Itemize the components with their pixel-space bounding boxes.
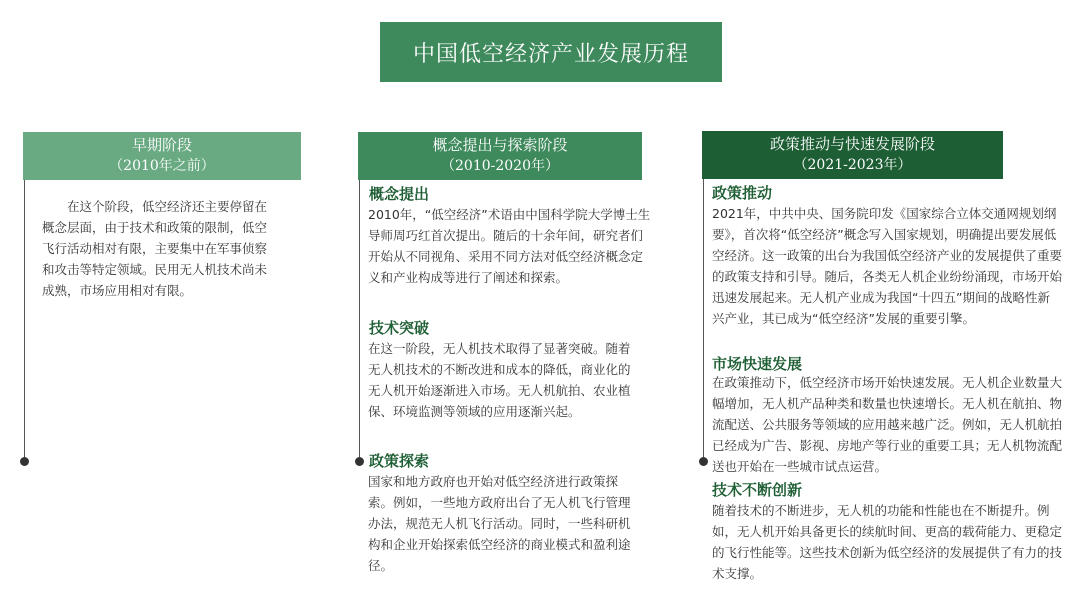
stage-period: （2010-2020年） (441, 158, 559, 174)
section-text: 随着技术的不断进步，无人机的功能和性能也在不断提升。例如，无人机开始具备更长的续航时间、更高的载荷能力、更稳定的飞行性能等。这些技术创新为低空经济的发展提供了有力的技术支撑。 (712, 503, 1063, 581)
page-title: 中国低空经济产业发展历程 (380, 22, 722, 82)
timeline-line-1 (24, 180, 25, 462)
section-text: 国家和地方政府也开始对低空经济进行政策探索。例如，一些地方政府出台了无人机飞行管理办法，规范无人机飞行活动。同时，一些科研机构和企业开始探索低空经济的商业模式和盈利途径。 (368, 474, 631, 573)
section-text: 2021年，中共中央、国务院印发《国家综合立体交通网规划纲要》，首次将“低空经济”概念写入国家规划，明确提出要发展低空经济。这一政策的出台为我国低空经济产业的发展提供了重要的政策支持和引导。随后，各类无人机企业纷纷涌现，市场开始迅速发展起来。无人机产业成为我国“十四五”期间的战略性新兴产业，其已成为“低空经济”发展的重要引擎。 (712, 206, 1063, 326)
timeline-dot-2 (355, 457, 364, 466)
stage-name: 政策推动与快速发展阶段 (769, 135, 935, 153)
stage-period: （2010年之前） (109, 158, 215, 174)
section-title: 市场快速发展 (712, 355, 803, 373)
section-title: 概念提出 (369, 185, 430, 203)
section-text: 2010年，“低空经济”术语由中国科学院大学博士生导师周巧红首次提出。随后的十余年间，研究者们开始从不同视角、采用不同方法对低空经济概念定义和产业构成等进行了阐述和探索。 (368, 207, 651, 285)
stage-name: 概念提出与探索阶段 (432, 136, 568, 154)
stage-header-early (23, 132, 301, 180)
stage-period: （2021-2023年） (793, 157, 912, 173)
stage-header-policy (702, 131, 1003, 179)
section-title: 政策推动 (712, 184, 773, 202)
section-title: 技术不断创新 (712, 481, 803, 499)
stage-header-concept (358, 132, 642, 180)
stage-name: 早期阶段 (131, 136, 192, 154)
timeline-dot-3 (699, 457, 708, 466)
section-title: 政策探索 (369, 452, 430, 470)
timeline-line-2 (359, 180, 360, 462)
timeline-line-3 (703, 179, 704, 462)
section-text: 在政策推动下，低空经济市场开始快速发展。无人机企业数量大幅增加，无人机产品种类和数量也快速增长。无人机在航拍、物流配送、公共服务等领域的应用越来越广泛。例如，无人机航拍已经成为广告、影视、房地产等行业的重要工具；无人机物流配送也开始在一些城市试点运营。 (712, 375, 1063, 474)
section-text: 在这一阶段，无人机技术取得了显著突破。随着无人机技术的不断改进和成本的降低，商业化的无人机开始逐渐进入市场。无人机航拍、农业植保、环境监测等领域的应用逐渐兴起。 (368, 341, 631, 419)
section-title: 技术突破 (369, 319, 430, 337)
stage-text: 在这个阶段，低空经济还主要停留在概念层面，由于技术和政策的限制，低空飞行活动相对有限，主要集中在军事侦察和攻击等特定领域。民用无人机技术尚未成熟，市场应用相对有限。 (42, 199, 268, 298)
timeline-dot-1 (20, 457, 29, 466)
